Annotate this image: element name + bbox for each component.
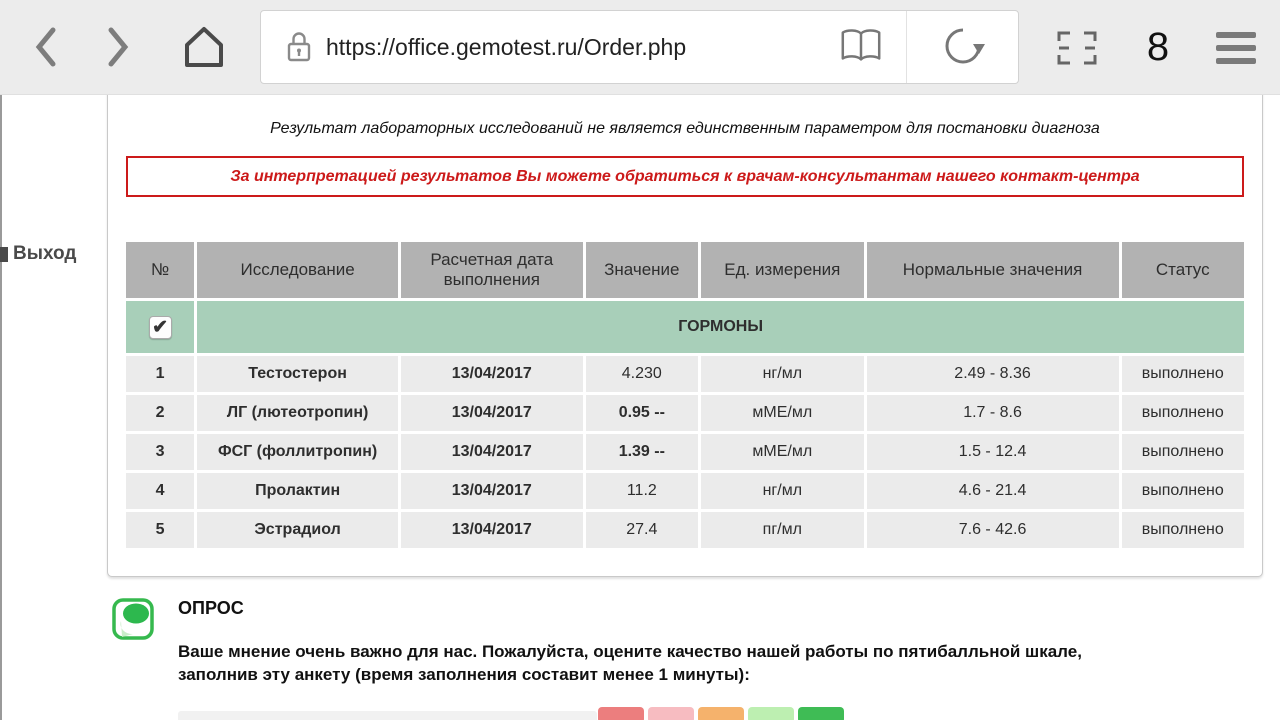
- col-header-value: Значение: [586, 242, 698, 298]
- refresh-icon: [940, 23, 986, 72]
- cell-date: 13/04/2017: [401, 473, 583, 509]
- disclaimer-text: Результат лабораторных исследований не является единственным параметром для постановки диагноза: [270, 120, 1100, 137]
- col-header-study: Исследование: [197, 242, 398, 298]
- forward-icon: [106, 56, 132, 71]
- lock-icon: [286, 30, 312, 64]
- refresh-section: [906, 11, 1018, 83]
- cell-num: 1: [126, 356, 194, 392]
- col-header-date: Расчетная дата выполнения: [401, 242, 583, 298]
- table-header-row: [126, 242, 1244, 298]
- cell-value: 27.4: [586, 512, 698, 548]
- table-row: [126, 434, 1244, 470]
- cell-num: 4: [126, 473, 194, 509]
- rating-swatch-3[interactable]: [698, 707, 744, 720]
- group-row: [126, 301, 1244, 353]
- table-row: [126, 395, 1244, 431]
- group-checkbox-cell: [126, 301, 194, 353]
- cell-num: 3: [126, 434, 194, 470]
- home-button[interactable]: [180, 23, 228, 74]
- rating-swatch-2[interactable]: [648, 707, 694, 720]
- menu-icon: [1216, 32, 1256, 38]
- left-edge-divider: [0, 95, 2, 720]
- bookmarks-button[interactable]: [838, 26, 884, 69]
- cell-date: 13/04/2017: [401, 434, 583, 470]
- cell-value: 1.39 --: [586, 434, 698, 470]
- cell-range: 1.7 - 8.6: [867, 395, 1119, 431]
- back-icon: [32, 56, 58, 71]
- refresh-button[interactable]: [940, 23, 986, 72]
- cell-unit: пг/мл: [701, 512, 864, 548]
- col-header-range: Нормальные значения: [867, 242, 1119, 298]
- cell-range: 2.49 - 8.36: [867, 356, 1119, 392]
- interpretation-notice: [126, 156, 1244, 197]
- forward-button[interactable]: [106, 26, 132, 71]
- logout-label[interactable]: Выход: [13, 243, 77, 264]
- cell-status: выполнено: [1122, 434, 1245, 470]
- group-label: ГОРМОНЫ: [197, 301, 1244, 353]
- cell-num: 2: [126, 395, 194, 431]
- cell-study: ЛГ (лютеотропин): [197, 395, 398, 431]
- cell-range: 1.5 - 12.4: [867, 434, 1119, 470]
- results-table: [123, 239, 1247, 551]
- results-panel: [107, 95, 1263, 577]
- survey-chat-icon: [112, 598, 154, 640]
- logout-icon: [0, 247, 8, 262]
- page-content: [0, 95, 1280, 720]
- cell-date: 13/04/2017: [401, 356, 583, 392]
- interpretation-text: За интерпретацией результатов Вы можете обратиться к врачам-консультантам нашего контакт-центра: [230, 167, 1140, 185]
- cell-date: 13/04/2017: [401, 395, 583, 431]
- scan-button[interactable]: [1056, 30, 1098, 69]
- rating-scale-track[interactable]: [178, 711, 597, 720]
- col-header-status: Статус: [1122, 242, 1245, 298]
- cell-value: 0.95 --: [586, 395, 698, 431]
- scan-icon: [1056, 54, 1098, 69]
- cell-study: Тестостерон: [197, 356, 398, 392]
- cell-status: выполнено: [1122, 473, 1245, 509]
- cell-value: 11.2: [586, 473, 698, 509]
- browser-toolbar: [0, 0, 1280, 95]
- cell-status: выполнено: [1122, 512, 1245, 548]
- rating-swatch-4[interactable]: [748, 707, 794, 720]
- group-checkbox[interactable]: ✔: [149, 316, 172, 339]
- table-row: [126, 473, 1244, 509]
- sidebar-logout[interactable]: [0, 243, 76, 265]
- cell-study: Эстрадиол: [197, 512, 398, 548]
- rating-swatch-1[interactable]: [598, 707, 644, 720]
- cell-value: 4.230: [586, 356, 698, 392]
- rating-swatch-5[interactable]: [798, 707, 844, 720]
- col-header-unit: Ед. измерения: [701, 242, 864, 298]
- cell-unit: мМЕ/мл: [701, 434, 864, 470]
- survey-title: ОПРОС: [178, 598, 244, 618]
- cell-date: 13/04/2017: [401, 512, 583, 548]
- rating-scale: [598, 707, 844, 720]
- tab-count-button[interactable]: 8: [1138, 13, 1178, 81]
- cell-range: 7.6 - 42.6: [867, 512, 1119, 548]
- cell-status: выполнено: [1122, 395, 1245, 431]
- url-bar[interactable]: [260, 10, 1019, 84]
- cell-unit: мМЕ/мл: [701, 395, 864, 431]
- menu-button[interactable]: [1216, 30, 1256, 66]
- survey-text: Ваше мнение очень важно для нас. Пожалуйста, оцените качество нашей работы по пятибалльной шкале, заполнив эту анкету (время заполнения составит менее 1 минуты):: [178, 642, 1082, 684]
- col-header-num: №: [126, 242, 194, 298]
- url-text[interactable]: https://office.gemotest.ru/Order.php: [326, 33, 687, 60]
- bookmarks-icon: [838, 26, 884, 69]
- back-button[interactable]: [32, 26, 58, 71]
- cell-study: Пролактин: [197, 473, 398, 509]
- cell-unit: нг/мл: [701, 473, 864, 509]
- home-icon: [180, 59, 228, 74]
- table-row: [126, 512, 1244, 548]
- cell-unit: нг/мл: [701, 356, 864, 392]
- cell-study: ФСГ (фоллитропин): [197, 434, 398, 470]
- table-row: [126, 356, 1244, 392]
- cell-num: 5: [126, 512, 194, 548]
- cell-range: 4.6 - 21.4: [867, 473, 1119, 509]
- cell-status: выполнено: [1122, 356, 1245, 392]
